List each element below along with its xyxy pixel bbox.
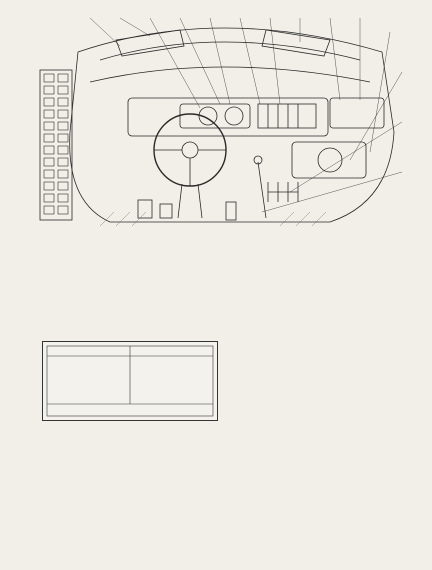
fuse-panel-illustration [42,341,218,421]
text-column-left [40,457,220,562]
figure-legend [40,254,422,334]
text-column-right [229,341,421,561]
dashboard-illustration [30,12,418,240]
dashboard-drawing [30,12,418,240]
fuse-panel-drawing [43,342,217,420]
